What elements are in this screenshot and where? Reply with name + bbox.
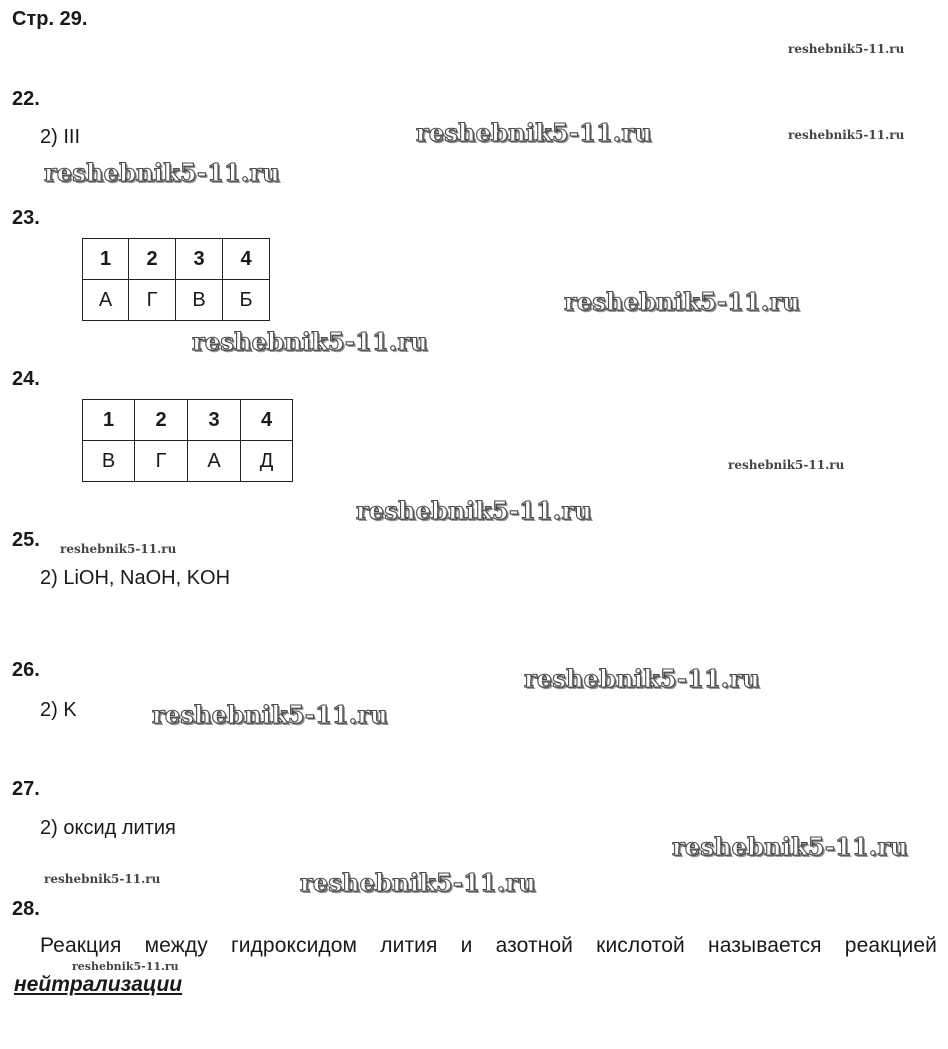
table-cell: 4: [241, 400, 293, 441]
watermark: reshebnik5-11.ru: [788, 128, 905, 142]
task-26-number: 26.: [12, 659, 40, 681]
task-22-number: 22.: [12, 88, 40, 110]
table-cell: 1: [83, 400, 135, 441]
task-24-number: 24.: [12, 368, 40, 390]
task-28-answer-term: нейтрализации: [14, 973, 183, 996]
table-row: [83, 280, 270, 321]
table-cell: А: [188, 441, 241, 482]
table-cell: В: [176, 280, 223, 321]
task-25-number: 25.: [12, 529, 40, 551]
table-cell: Г: [129, 280, 176, 321]
task-22-answer: 2) III: [40, 126, 81, 148]
task-27-number: 27.: [12, 778, 40, 800]
task-24-table: [82, 399, 293, 482]
watermark: reshebnik5-11.ru: [300, 868, 536, 897]
watermark: reshebnik5-11.ru: [728, 458, 845, 472]
task-26-answer: 2) K: [40, 699, 77, 721]
table-cell: 2: [129, 239, 176, 280]
watermark: reshebnik5-11.ru: [44, 872, 161, 886]
watermark: reshebnik5-11.ru: [416, 118, 652, 147]
watermark: reshebnik5-11.ru: [72, 960, 179, 973]
table-header-row: [83, 239, 270, 280]
watermark: reshebnik5-11.ru: [60, 542, 177, 556]
watermark: reshebnik5-11.ru: [788, 42, 905, 56]
table-cell: 3: [188, 400, 241, 441]
table-cell: Б: [223, 280, 270, 321]
watermark: reshebnik5-11.ru: [192, 327, 428, 356]
table-cell: В: [83, 441, 135, 482]
watermark: reshebnik5-11.ru: [672, 832, 908, 861]
table-cell: Г: [135, 441, 188, 482]
table-cell: 3: [176, 239, 223, 280]
watermark: reshebnik5-11.ru: [524, 664, 760, 693]
page-title: Стр. 29.: [12, 8, 88, 30]
table-cell: 4: [223, 239, 270, 280]
table-header-row: [83, 400, 293, 441]
task-28-text: Реакция между гидроксидом лития и азотной кислотой называется реакцией: [40, 934, 937, 957]
table-cell: Д: [241, 441, 293, 482]
task-23-table: [82, 238, 270, 321]
task-27-answer: 2) оксид лития: [40, 817, 176, 839]
table-row: [83, 441, 293, 482]
task-25-answer: 2) LiOH, NaOH, KOH: [40, 567, 231, 589]
table-cell: А: [83, 280, 129, 321]
table-cell: 1: [83, 239, 129, 280]
watermark: reshebnik5-11.ru: [564, 287, 800, 316]
table-cell: 2: [135, 400, 188, 441]
task-23-number: 23.: [12, 207, 40, 229]
watermark: reshebnik5-11.ru: [152, 700, 388, 729]
task-28-number: 28.: [12, 898, 40, 920]
watermark: reshebnik5-11.ru: [356, 496, 592, 525]
watermark: reshebnik5-11.ru: [44, 158, 280, 187]
